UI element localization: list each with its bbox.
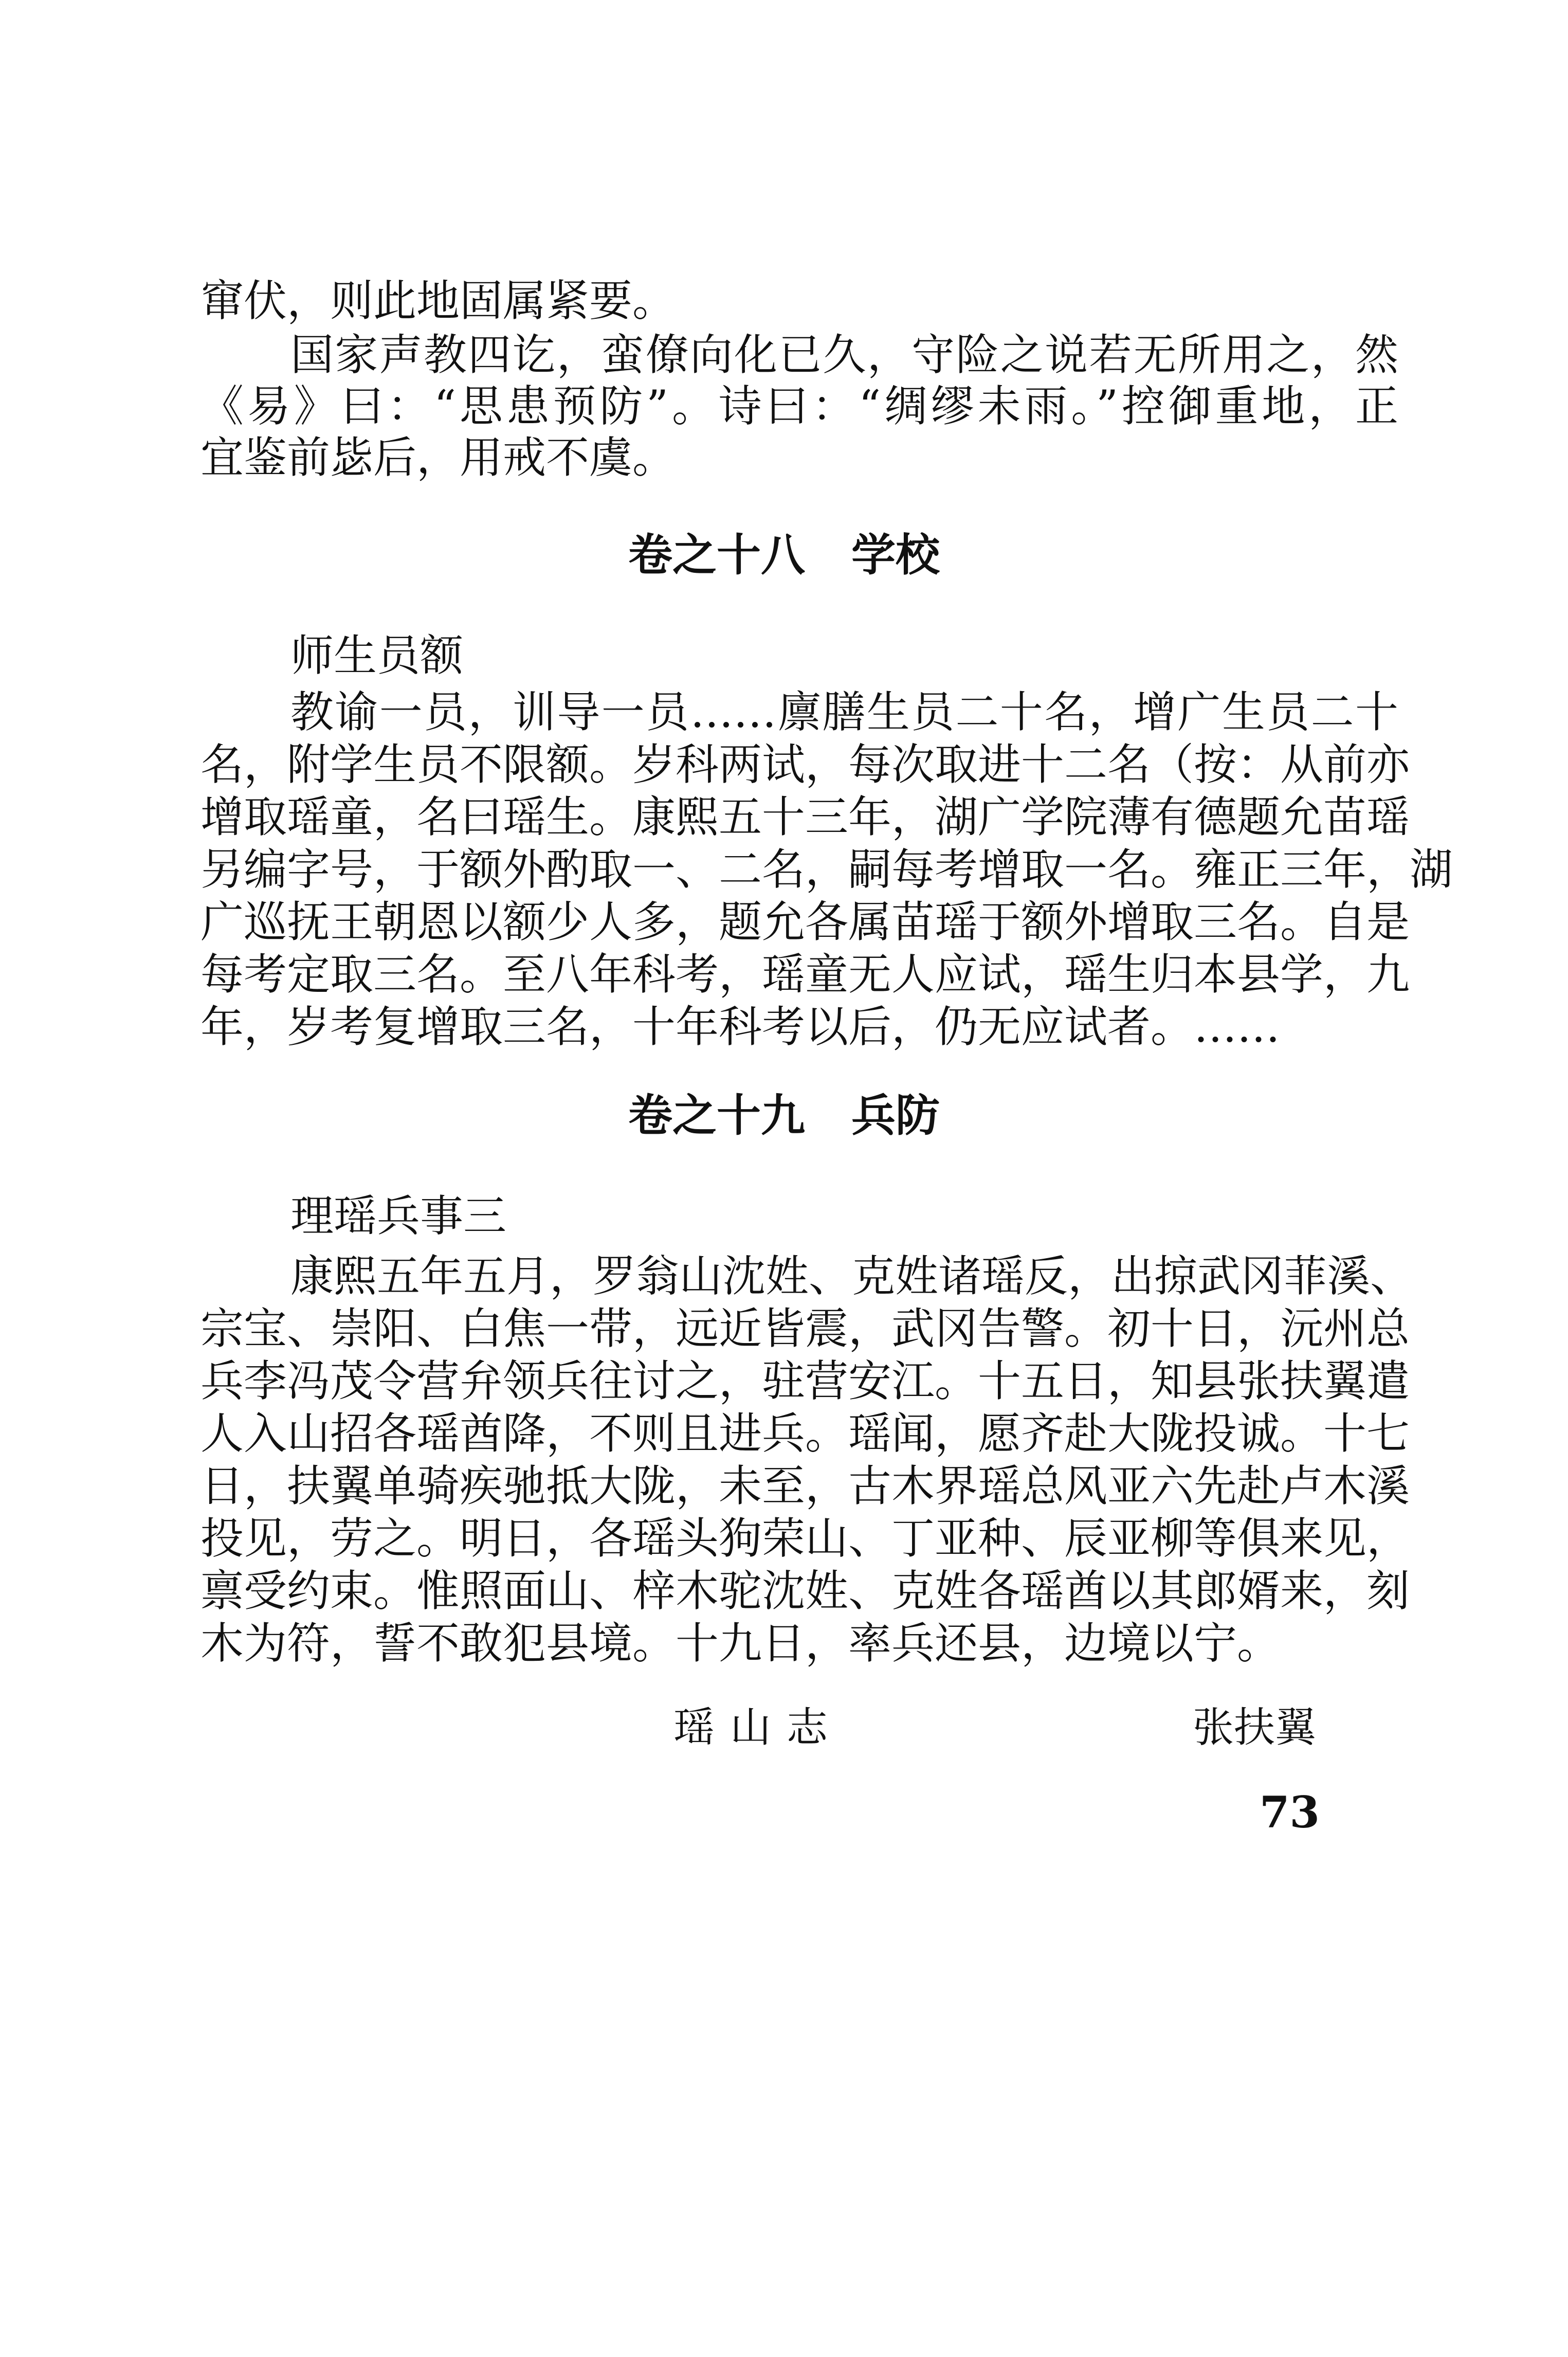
text-line: 日，扶翼单骑疾驰抵大陇，未至，古木界瑶总风亚六先赴卢木溪: [200, 1461, 1410, 1511]
text-line: 国家声教四讫，蛮僚向化已久，守险之说若无所用之，然: [290, 330, 1398, 380]
text-line: 康熙五年五月，罗翁山沈姓、克姓诸瑶反，出掠武冈菲溪、: [290, 1251, 1414, 1301]
heading-topic: 兵防: [851, 1090, 940, 1141]
section-heading: [0, 530, 1568, 581]
footer-author: 张扶翼: [1193, 1703, 1316, 1751]
text-line: 木为符，誓不敢犯县境。十九日，率兵还县，边境以宁。: [200, 1618, 1281, 1669]
section-heading: [0, 1090, 1568, 1141]
subheading: 师生员额: [290, 630, 464, 681]
text-line: 《易》曰：“思患预防”。诗曰：“绸缪未雨。”控御重地，正: [200, 381, 1398, 431]
text-line: 每考定取三名。至八年科考，瑶童无人应试，瑶生归本县学，九: [200, 949, 1410, 1000]
heading-topic: 学校: [851, 529, 940, 581]
page-number: 73: [1260, 1787, 1320, 1838]
text-line: 兵李冯茂令营弁领兵往讨之，驻营安江。十五日，知县张扶翼遣: [200, 1356, 1410, 1406]
text-line: 人入山招各瑶酋降，不则且进兵。瑶闻，愿齐赴大陇投诚。十七: [200, 1408, 1410, 1459]
footer-book-title: 瑶山志: [673, 1703, 843, 1751]
subheading: 理瑶兵事三: [290, 1191, 507, 1241]
heading-volume: 卷之十八: [628, 529, 805, 581]
text-line: 投见，劳之。明日，各瑶头狗荣山、丁亚种、辰亚柳等俱来见，: [200, 1513, 1410, 1564]
text-line: 宗宝、崇阳、白焦一带，远近皆震，武冈告警。初十日，沅州总: [200, 1303, 1410, 1354]
text-line: 广巡抚王朝恩以额少人多，题允各属苗瑶于额外增取三名。自是: [200, 897, 1410, 947]
text-line: 年，岁考复增取三名，十年科考以后，仍无应试者。……: [200, 1002, 1281, 1052]
heading-volume: 卷之十九: [628, 1090, 805, 1141]
text-line: 增取瑶童，名曰瑶生。康熙五十三年，湖广学院薄有德题允苗瑶: [200, 792, 1410, 842]
text-line: 宜鉴前毖后，用戒不虞。: [200, 432, 676, 483]
text-line: 窜伏，则此地固属紧要。: [200, 276, 676, 326]
text-line: 名，附学生员不限额。岁科两试，每次取进十二名（按：从前亦: [200, 739, 1410, 790]
text-line: 禀受约束。惟照面山、梓木驼沈姓、克姓各瑶酋以其郎婿来，刻: [200, 1566, 1410, 1616]
text-line: 教谕一员，训导一员……廪膳生员二十名，增广生员二十: [290, 687, 1398, 737]
text-line: 另编字号，于额外酌取一、二名，嗣每考增取一名。雍正三年，湖: [200, 844, 1453, 895]
